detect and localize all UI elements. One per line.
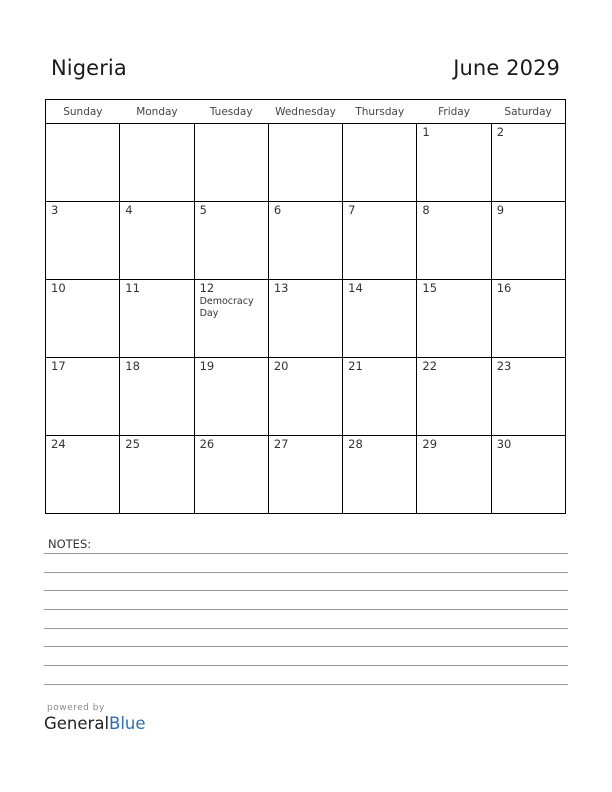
day-cell [194,124,268,202]
generalblue-logo [44,703,146,733]
country-title: Nigeria [51,56,127,80]
day-cell [46,358,120,436]
day-number: 25 [125,437,140,451]
week-row [46,280,566,358]
day-cell [491,358,565,436]
day-number: 18 [125,359,140,373]
day-cell [268,124,342,202]
day-cell [46,124,120,202]
day-cell [491,124,565,202]
day-cell [491,436,565,514]
day-number: 17 [51,359,66,373]
day-number: 2 [496,125,505,139]
holiday-label: Democracy Day [199,296,254,319]
week-row [46,124,566,202]
week-row [46,436,566,514]
day-cell [417,436,491,514]
month-year-title: June 2029 [453,56,560,80]
day-cell [343,202,417,280]
day-cell [491,280,565,358]
day-number: 12 [199,281,215,295]
day-cell [417,358,491,436]
day-number: 30 [496,437,512,451]
day-cell [194,202,268,280]
notes-line [44,646,568,647]
day-number: 13 [273,281,289,295]
weekday-tuesday: Tuesday [194,100,268,124]
day-cell [46,202,120,280]
notes-line [44,665,568,666]
notes-line [44,553,568,554]
day-cell [194,280,268,358]
day-cell [268,202,342,280]
day-number: 1 [422,125,430,139]
day-number: 19 [199,359,215,373]
day-number: 6 [273,203,282,217]
day-number: 10 [51,281,66,295]
day-number: 24 [51,437,66,451]
day-cell [194,436,268,514]
notes-line [44,590,568,591]
day-cell [343,436,417,514]
day-number: 14 [348,281,363,295]
day-cell [120,202,194,280]
day-cell [268,358,342,436]
day-cell [120,124,194,202]
day-cell [46,280,120,358]
day-cell [268,436,342,514]
day-number: 21 [348,359,363,373]
day-cell [417,280,491,358]
day-number: 8 [422,203,430,217]
day-number: 22 [422,359,438,373]
day-cell [417,124,491,202]
day-number: 15 [422,281,438,295]
day-cell [120,436,194,514]
day-number: 5 [199,203,207,217]
brand-name-blue: Blue [109,714,146,733]
weekday-monday: Monday [120,100,194,124]
powered-by-text: powered by [47,703,105,713]
day-cell [120,358,194,436]
day-number: 7 [348,203,356,217]
weekday-thursday: Thursday [343,100,417,124]
day-number: 28 [348,437,363,451]
weekday-saturday: Saturday [491,100,565,124]
day-cell [343,124,417,202]
day-number: 20 [273,359,289,373]
weekday-header-row [46,100,566,124]
notes-line [44,628,568,629]
notes-label: NOTES: [48,537,92,551]
day-cell [343,280,417,358]
day-cell [120,280,194,358]
day-number: 9 [496,203,505,217]
weekday-wednesday: Wednesday [268,100,342,124]
day-cell [343,358,417,436]
week-row [46,358,566,436]
day-number: 27 [273,437,289,451]
day-cell [194,358,268,436]
day-cell [491,202,565,280]
day-cell [46,436,120,514]
day-number: 4 [125,203,133,217]
notes-line [44,609,568,610]
day-number: 26 [199,437,215,451]
notes-line [44,572,568,573]
day-number: 29 [422,437,438,451]
notes-line [44,684,568,685]
day-cell [417,202,491,280]
day-cell [268,280,342,358]
day-number: 23 [496,359,512,373]
calendar-grid [45,99,566,514]
day-number: 16 [496,281,512,295]
day-number: 3 [51,203,59,217]
brand-name-general: General [44,714,110,733]
week-row [46,202,566,280]
weekday-sunday: Sunday [46,100,120,124]
weekday-friday: Friday [417,100,491,124]
brand-name [44,714,146,733]
day-number: 11 [125,281,140,295]
